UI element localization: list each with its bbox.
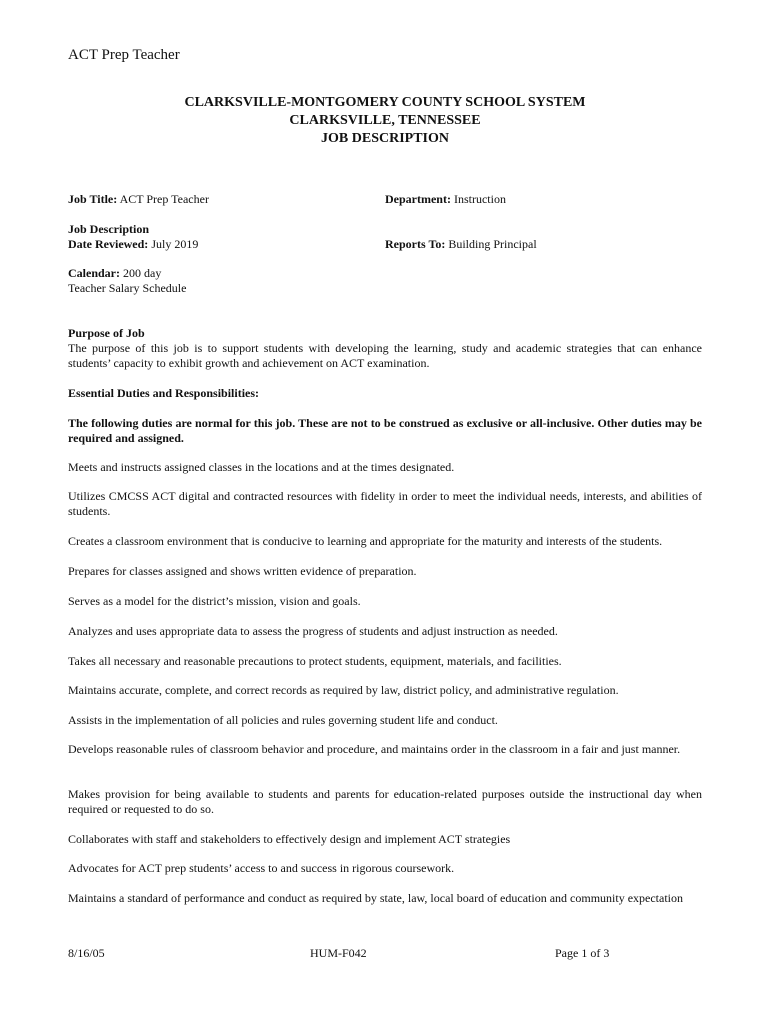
job-title-value: ACT Prep Teacher (119, 192, 209, 206)
duty-item: Develops reasonable rules of classroom behavior and procedure, and maintains order in the classroom in a fair and just manner. (68, 742, 681, 756)
org-location: CLARKSVILLE, TENNESSEE (289, 113, 481, 128)
date-reviewed-field (68, 237, 198, 252)
duty-item: Creates a classroom environment that is conducive to learning and appropriate for the maturity and interests of the students. (68, 534, 663, 548)
purpose-text: The purpose of this job is to support students with developing the learning, study and academic strategies that can enhance students’ capacity to exhibit growth and achievement on ACT examination. (68, 341, 702, 370)
duty-item: Prepares for classes assigned and shows written evidence of preparation. (68, 564, 417, 578)
calendar-label: Calendar: (68, 266, 120, 280)
date-reviewed-label: Date Reviewed: (68, 237, 149, 251)
reports-to-field (385, 237, 537, 252)
reports-to-label: Reports To: (385, 237, 446, 251)
footer-date: 8/16/05 (68, 946, 105, 960)
duty-item: Collaborates with staff and stakeholders to effectively design and implement ACT strategies (68, 832, 511, 846)
duty-item: Advocates for ACT prep students’ access to and success in rigorous coursework. (68, 861, 455, 875)
footer-form-code: HUM-F042 (310, 946, 367, 960)
date-reviewed-value: July 2019 (151, 237, 199, 251)
document-header-title: ACT Prep Teacher (68, 47, 180, 63)
footer-page-number: Page 1 of 3 (555, 946, 610, 960)
job-description-label: Job Description (68, 222, 149, 236)
duty-item: Takes all necessary and reasonable precautions to protect students, equipment, materials, and facilities. (68, 654, 562, 668)
duty-item: Makes provision for being available to students and parents for education-related purposes outside the instructional day when required or requested to do so. (68, 787, 702, 816)
calendar-field (68, 266, 161, 281)
department-value: Instruction (453, 192, 506, 206)
job-title-field (68, 192, 209, 207)
purpose-heading: Purpose of Job (68, 326, 145, 340)
department-field (385, 192, 506, 207)
reports-to-value: Building Principal (448, 237, 537, 251)
calendar-value: 200 day (123, 266, 162, 280)
duties-note: The following duties are normal for this job. These are not to be construed as exclusive or all-inclusive. Other duties may be required and assigned. (68, 416, 702, 445)
duty-item: Analyzes and uses appropriate data to assess the progress of students and adjust instruction as needed. (68, 624, 558, 638)
duties-heading: Essential Duties and Responsibilities: (68, 386, 260, 400)
org-name: CLARKSVILLE-MONTGOMERY COUNTY SCHOOL SYSTEM (184, 95, 586, 110)
duty-item: Serves as a model for the district’s mission, vision and goals. (68, 594, 361, 608)
duty-item: Maintains a standard of performance and conduct as required by state, law, local board of education and community expectation (68, 891, 683, 905)
salary-schedule: Teacher Salary Schedule (68, 281, 187, 295)
duty-item: Meets and instructs assigned classes in the locations and at the times designated. (68, 460, 455, 474)
duty-item: Assists in the implementation of all policies and rules governing student life and conduct. (68, 713, 498, 727)
doc-type-heading: JOB DESCRIPTION (321, 131, 449, 146)
department-label: Department: (385, 192, 451, 206)
job-title-label: Job Title: (68, 192, 118, 206)
duty-item: Utilizes CMCSS ACT digital and contracted resources with fidelity in order to meet the individual needs, interests, and abilities of students. (68, 489, 702, 518)
duty-item: Maintains accurate, complete, and correct records as required by law, district policy, and administrative regulation. (68, 683, 619, 697)
